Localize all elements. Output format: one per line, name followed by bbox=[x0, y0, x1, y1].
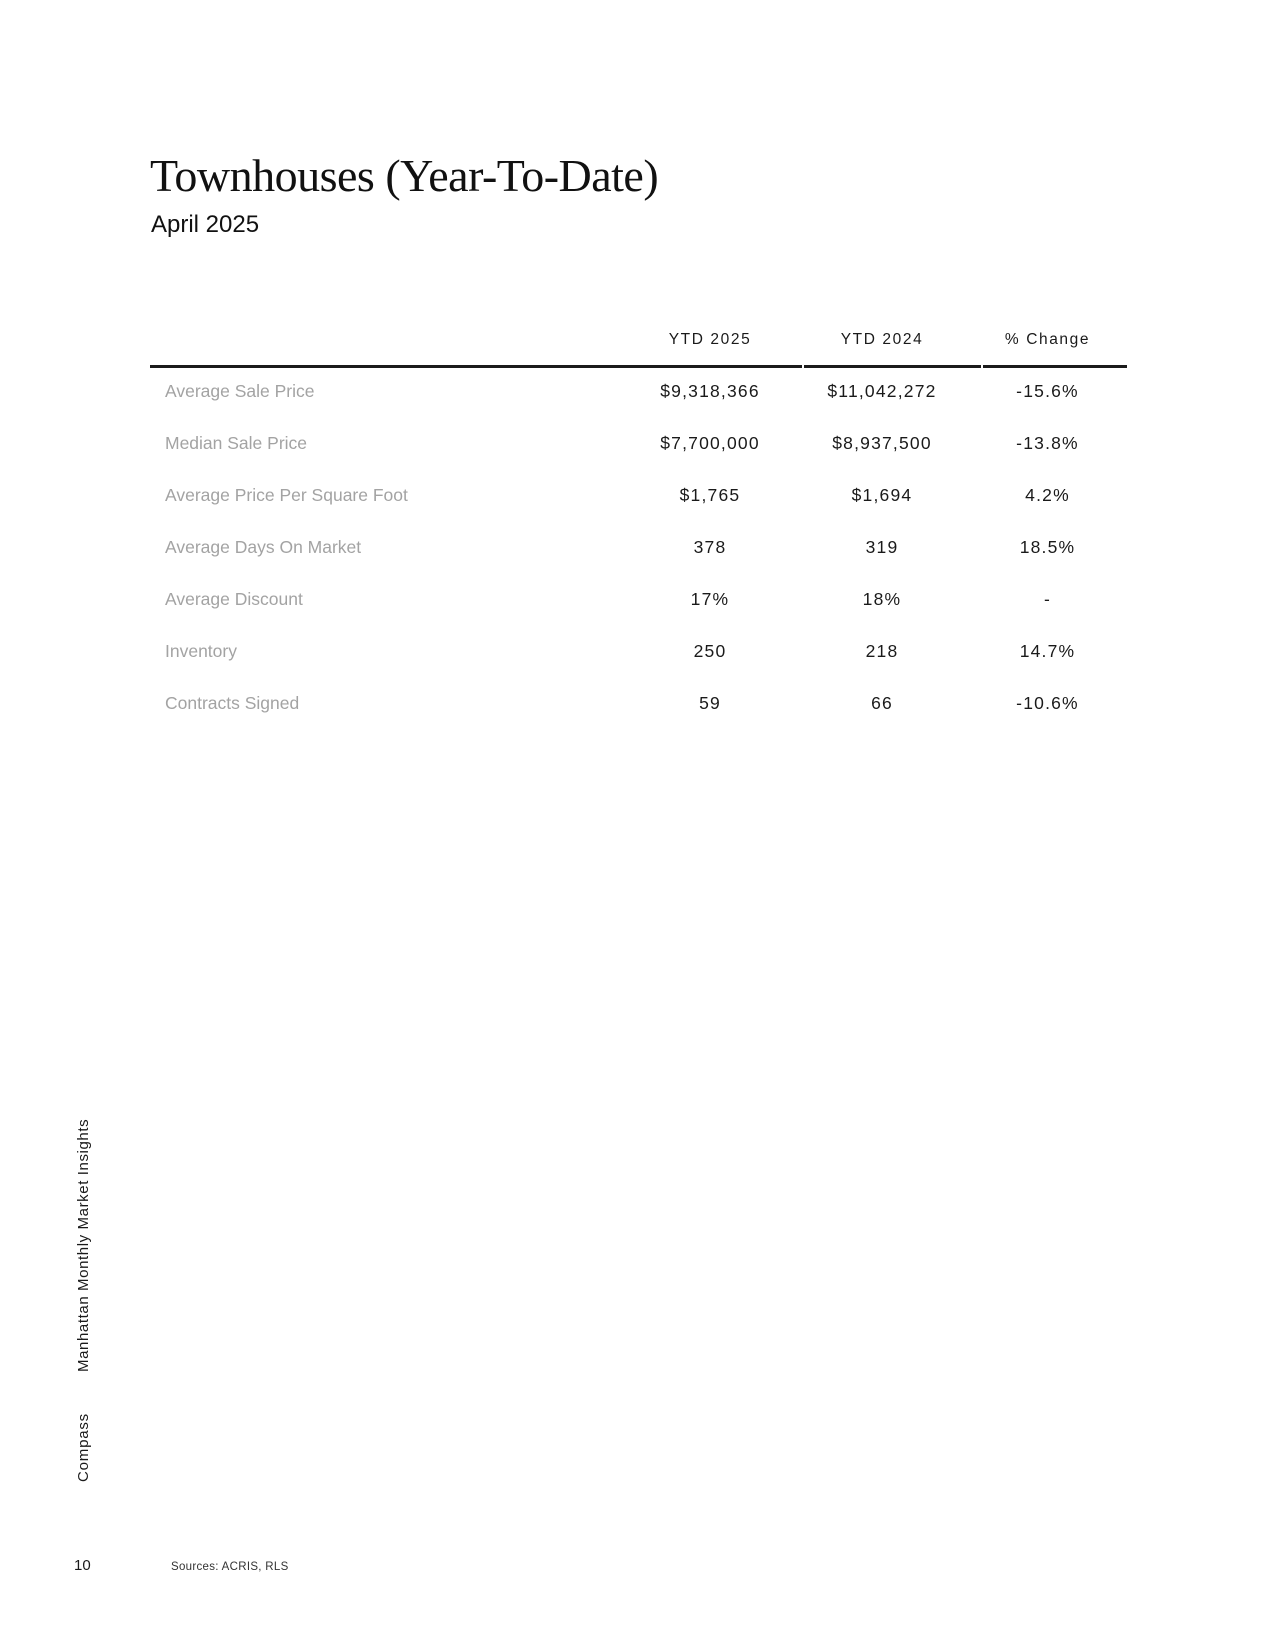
cell-percent-change: -13.8% bbox=[1016, 433, 1079, 453]
cell-ytd-2025: $9,318,366 bbox=[660, 381, 760, 401]
cell-ytd-2024: 18% bbox=[862, 589, 902, 609]
row-label: Average Price Per Square Foot bbox=[165, 485, 408, 505]
page-title: Townhouses (Year-To-Date) bbox=[150, 150, 659, 201]
cell-percent-change: 4.2% bbox=[1025, 485, 1070, 505]
table-row bbox=[150, 576, 1127, 628]
cell-ytd-2024: 66 bbox=[871, 693, 893, 713]
table-row bbox=[150, 524, 1127, 576]
cell-ytd-2024: $1,694 bbox=[851, 485, 913, 505]
cell-percent-change: 18.5% bbox=[1019, 537, 1076, 557]
page-subtitle: April 2025 bbox=[151, 211, 260, 238]
cell-ytd-2025: $7,700,000 bbox=[660, 433, 760, 453]
row-label: Inventory bbox=[165, 641, 237, 661]
header-ytd-2025: YTD 2025 bbox=[668, 331, 752, 348]
brand-name: Compass bbox=[75, 1413, 92, 1482]
cell-ytd-2024: $11,042,272 bbox=[827, 381, 937, 401]
sources-note: Sources: ACRIS, RLS bbox=[171, 1561, 289, 1573]
cell-ytd-2024: 218 bbox=[865, 641, 899, 661]
cell-percent-change: 14.7% bbox=[1019, 641, 1076, 661]
cell-ytd-2024: 319 bbox=[865, 537, 899, 557]
row-label: Average Sale Price bbox=[165, 381, 315, 401]
page-number: 10 bbox=[74, 1557, 91, 1574]
table-row bbox=[150, 472, 1127, 524]
cell-ytd-2024: $8,937,500 bbox=[832, 433, 932, 453]
table-row bbox=[150, 628, 1127, 680]
publication-title: Manhattan Monthly Market Insights bbox=[75, 1118, 92, 1372]
cell-percent-change: -10.6% bbox=[1016, 693, 1079, 713]
cell-ytd-2025: 17% bbox=[690, 589, 730, 609]
cell-ytd-2025: $1,765 bbox=[679, 485, 741, 505]
row-label: Average Discount bbox=[165, 589, 303, 609]
cell-percent-change: -15.6% bbox=[1016, 381, 1079, 401]
table-row bbox=[150, 420, 1127, 472]
row-label: Median Sale Price bbox=[165, 433, 308, 453]
cell-ytd-2025: 250 bbox=[693, 641, 727, 661]
row-label: Average Days On Market bbox=[165, 537, 362, 557]
header-ytd-2024: YTD 2024 bbox=[840, 331, 924, 348]
cell-ytd-2025: 378 bbox=[693, 537, 727, 557]
table-row bbox=[150, 680, 1127, 732]
table-header bbox=[150, 315, 1127, 368]
cell-ytd-2025: 59 bbox=[699, 693, 721, 713]
table-row bbox=[150, 368, 1127, 420]
header-percent-change: % Change bbox=[1004, 331, 1091, 348]
row-label: Contracts Signed bbox=[165, 693, 300, 713]
stats-table bbox=[150, 315, 1127, 732]
cell-percent-change: - bbox=[1043, 589, 1052, 609]
